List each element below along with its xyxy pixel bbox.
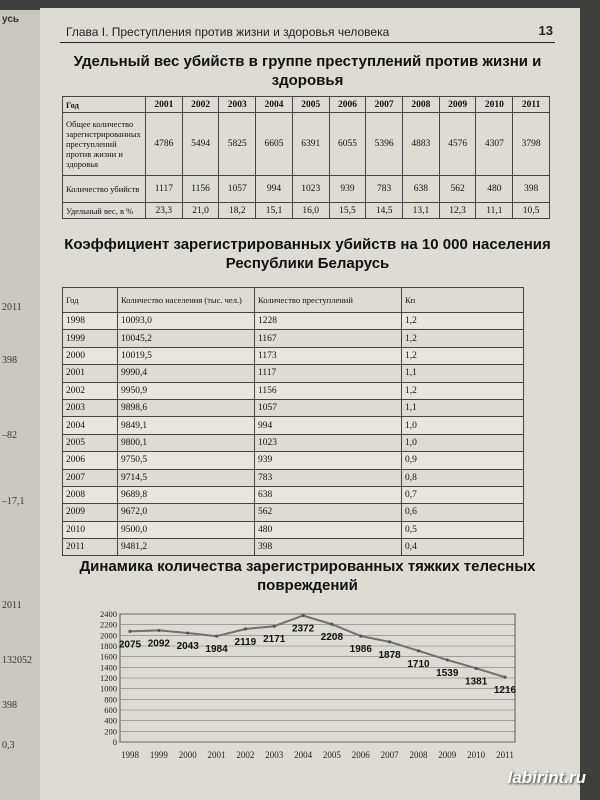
table-cell: 21,0	[182, 203, 219, 219]
table-cell: 783	[366, 176, 403, 203]
table-row-label: Удельный вес, в %	[63, 203, 146, 219]
table-cell: 9481,2	[118, 539, 255, 556]
table-cell: 18,2	[219, 203, 256, 219]
table-cell: 9714,5	[118, 469, 255, 486]
murder-share-table	[62, 96, 550, 219]
table-header-cell: 2007	[366, 97, 403, 113]
y-tick-label: 0	[112, 737, 117, 747]
data-point	[388, 640, 391, 643]
table-cell: 2011	[63, 539, 118, 556]
data-label: 2043	[176, 641, 199, 653]
table-cell: 9849,1	[118, 417, 255, 434]
table-cell: 12,3	[439, 203, 476, 219]
left-page-text: 398	[2, 700, 17, 711]
table-header-cell: 2009	[439, 97, 476, 113]
table-cell: 1998	[63, 313, 118, 330]
table2-title: Коэффициент зарегистрированных убийств на 10 000 населения Республики Беларусь	[64, 236, 551, 272]
table-row	[63, 113, 550, 176]
page-number: 13	[538, 23, 553, 38]
table-cell: 994	[256, 176, 293, 203]
y-tick-label: 800	[104, 694, 117, 705]
table-row	[63, 203, 550, 219]
data-point	[503, 676, 506, 679]
table-cell: 2000	[63, 347, 118, 364]
y-tick-label: 200	[104, 726, 117, 737]
x-tick-label: 2010	[467, 750, 486, 760]
table-row	[63, 504, 524, 521]
left-page-edge	[0, 10, 44, 800]
data-label: 1986	[349, 644, 372, 656]
table-row	[63, 434, 524, 451]
table-cell: 0,4	[402, 539, 524, 556]
y-tick-label: 1200	[100, 673, 117, 683]
table-cell: 1,2	[402, 382, 524, 399]
injuries-line-chart	[85, 609, 525, 772]
table-cell: 2008	[63, 486, 118, 503]
table-cell: 1057	[219, 176, 256, 203]
murder-coefficient-table	[62, 287, 524, 556]
table-cell: 1,1	[402, 365, 524, 382]
table-row	[63, 365, 524, 382]
table-cell: 1156	[182, 176, 219, 203]
table-cell: 398	[255, 539, 402, 556]
data-point	[330, 623, 333, 626]
table-cell: 2009	[63, 504, 118, 521]
table-cell: 9950,9	[118, 382, 255, 399]
table-cell: 2010	[63, 521, 118, 538]
table-header-cell: Кп	[402, 288, 524, 313]
data-point	[186, 631, 189, 634]
table-cell: 2006	[63, 452, 118, 469]
table-header-cell: Год	[63, 288, 118, 313]
table-header-cell: 2011	[513, 97, 550, 113]
table-header-cell: Количество преступлений	[255, 288, 402, 313]
table-cell: 1,2	[402, 313, 524, 330]
data-label: 1216	[493, 685, 517, 697]
chart-title: Динамика количества зарегистрированных тяжких телесных повреждений	[79, 558, 536, 594]
table-header-cell: 2005	[292, 97, 329, 113]
table-cell: 9750,5	[118, 452, 255, 469]
table-row	[63, 347, 524, 364]
table-cell: 15,1	[256, 203, 293, 219]
x-tick-label: 2008	[409, 750, 428, 760]
table-cell: 2003	[63, 399, 118, 416]
x-tick-label: 2005	[322, 750, 341, 760]
table-row	[63, 176, 550, 203]
data-label: 2119	[234, 636, 257, 648]
table-cell: 1173	[255, 347, 402, 364]
data-point	[273, 625, 276, 628]
table-cell: 562	[439, 176, 476, 203]
table-cell: 0,7	[402, 486, 524, 503]
y-tick-label: 1400	[100, 662, 117, 673]
table-cell: 1023	[255, 434, 402, 451]
table-cell: 638	[255, 486, 402, 503]
left-page-text: 398	[2, 355, 17, 366]
running-header	[60, 22, 555, 43]
table-row	[63, 452, 524, 469]
table-cell: 4883	[403, 113, 440, 176]
table-header-cell: 2006	[329, 97, 366, 113]
table-cell: 939	[255, 452, 402, 469]
table-cell: 1,2	[402, 330, 524, 347]
data-label: 2372	[291, 623, 315, 635]
left-page-text: 2011	[2, 302, 22, 313]
table-cell: 0,9	[402, 452, 524, 469]
y-tick-label: 600	[104, 705, 117, 715]
table-cell: 1,0	[402, 434, 524, 451]
x-tick-label: 2000	[178, 750, 197, 760]
data-point	[215, 635, 218, 638]
table-row-label: Общее количество зарегистрированных преступлений против жизни и здоровья	[63, 113, 146, 176]
table-row	[63, 288, 524, 313]
x-tick-label: 2011	[496, 750, 514, 760]
table-cell: 1,2	[402, 347, 524, 364]
table-cell: 0,6	[402, 504, 524, 521]
table-cell: 6605	[256, 113, 293, 176]
data-label: 2092	[147, 638, 170, 650]
data-point	[417, 649, 420, 652]
table-cell: 9898,6	[118, 399, 255, 416]
data-point	[446, 658, 449, 661]
table-cell: 3798	[513, 113, 550, 176]
table-cell: 10019,5	[118, 347, 255, 364]
table-cell: 1,1	[402, 399, 524, 416]
table-cell: 6391	[292, 113, 329, 176]
table-cell: 0,5	[402, 521, 524, 538]
table-cell: 1167	[255, 330, 402, 347]
table-cell: 1057	[255, 399, 402, 416]
data-label: 2208	[320, 632, 344, 644]
table-cell: 398	[513, 176, 550, 203]
table-header-cell: 2003	[219, 97, 256, 113]
table-row	[63, 330, 524, 347]
left-page-text: 0,3	[2, 740, 15, 751]
table-row-label: Количество убийств	[63, 176, 146, 203]
table-header-cell: 2002	[182, 97, 219, 113]
table-cell: 1999	[63, 330, 118, 347]
table-cell: 4786	[146, 113, 183, 176]
data-label: 1710	[407, 658, 430, 670]
table-cell: 939	[329, 176, 366, 203]
table-header-cell: 2001	[146, 97, 183, 113]
table-cell: 14,5	[366, 203, 403, 219]
table-row	[63, 486, 524, 503]
y-tick-label: 2000	[100, 630, 117, 641]
y-tick-label: 2400	[100, 609, 117, 619]
table-cell: 1023	[292, 176, 329, 203]
book-page	[40, 8, 580, 800]
y-tick-label: 400	[104, 715, 117, 726]
table-row	[63, 469, 524, 486]
data-point	[128, 630, 131, 633]
table-header-cell: 2004	[256, 97, 293, 113]
left-page-text: –17,1	[2, 496, 25, 507]
table-header-cell: 2008	[403, 97, 440, 113]
data-label: 1878	[378, 649, 401, 661]
data-point	[244, 627, 247, 630]
table-cell: 9990,4	[118, 365, 255, 382]
data-label: 2075	[118, 639, 142, 651]
table-cell: 480	[255, 521, 402, 538]
data-point	[157, 629, 160, 632]
y-tick-label: 1800	[100, 641, 117, 651]
data-point	[301, 614, 304, 617]
x-tick-label: 2003	[265, 750, 284, 760]
x-tick-label: 1998	[121, 750, 139, 760]
table-cell: 11,1	[476, 203, 513, 219]
chapter-title: Глава I. Преступления против жизни и здоровья человека	[66, 25, 390, 39]
table-cell: 6055	[329, 113, 366, 176]
y-tick-label: 1600	[100, 651, 117, 662]
table-cell: 10093,0	[118, 313, 255, 330]
table-cell: 23,3	[146, 203, 183, 219]
watermark-logo: labirint.ru	[507, 768, 586, 787]
x-tick-label: 2001	[207, 750, 226, 760]
table-cell: 562	[255, 504, 402, 521]
table-cell: 2007	[63, 469, 118, 486]
table-cell: 1156	[255, 382, 402, 399]
x-tick-label: 2009	[438, 750, 457, 760]
table-row	[63, 521, 524, 538]
table-cell: 15,5	[329, 203, 366, 219]
table-cell: 2002	[63, 382, 118, 399]
table-cell: 480	[476, 176, 513, 203]
table-cell: 5396	[366, 113, 403, 176]
table1-title: Удельный вес убийств в группе преступлений против жизни и здоровья	[73, 53, 542, 89]
x-tick-label: 2006	[351, 750, 370, 760]
table-cell: 4576	[439, 113, 476, 176]
table-cell: 2004	[63, 417, 118, 434]
data-label: 1381	[465, 676, 488, 688]
table-cell: 1117	[255, 365, 402, 382]
table-cell: 13,1	[403, 203, 440, 219]
table-cell: 994	[255, 417, 402, 434]
table-header-cell: Количество населения (тыс. чел.)	[118, 288, 255, 313]
table-row	[63, 382, 524, 399]
left-page-text: 132052	[2, 655, 32, 666]
table-cell: 783	[255, 469, 402, 486]
table-cell: 2001	[63, 365, 118, 382]
data-label: 2171	[263, 634, 286, 646]
table-cell: 1228	[255, 313, 402, 330]
table-cell: 9500,0	[118, 521, 255, 538]
table-cell: 9672,0	[118, 504, 255, 521]
table-row	[63, 399, 524, 416]
left-page-text: усь	[2, 14, 20, 25]
table-header-cell: 2010	[476, 97, 513, 113]
table-cell: 2005	[63, 434, 118, 451]
left-page-text: –82	[2, 430, 17, 441]
table-header-cell: Год	[63, 97, 146, 113]
table-cell: 5825	[219, 113, 256, 176]
table-cell: 9800,1	[118, 434, 255, 451]
table-cell: 4307	[476, 113, 513, 176]
table-cell: 638	[403, 176, 440, 203]
data-label: 1539	[436, 667, 459, 679]
data-label: 1984	[205, 644, 228, 656]
table-cell: 0,8	[402, 469, 524, 486]
table-cell: 10045,2	[118, 330, 255, 347]
table-cell: 1117	[146, 176, 183, 203]
table-cell: 9689,8	[118, 486, 255, 503]
x-tick-label: 2007	[380, 750, 399, 760]
y-tick-label: 1000	[100, 683, 117, 694]
table-row	[63, 313, 524, 330]
table-cell: 5494	[182, 113, 219, 176]
table-cell: 10,5	[513, 203, 550, 219]
x-tick-label: 1999	[149, 750, 168, 760]
table-row	[63, 539, 524, 556]
x-tick-label: 2002	[236, 750, 255, 760]
data-point	[475, 667, 478, 670]
table-cell: 16,0	[292, 203, 329, 219]
table-row	[63, 417, 524, 434]
data-point	[359, 634, 362, 637]
table-cell: 1,0	[402, 417, 524, 434]
x-tick-label: 2004	[294, 750, 313, 760]
y-tick-label: 2200	[100, 619, 117, 630]
left-page-text: 2011	[2, 600, 22, 611]
table-row	[63, 97, 550, 113]
